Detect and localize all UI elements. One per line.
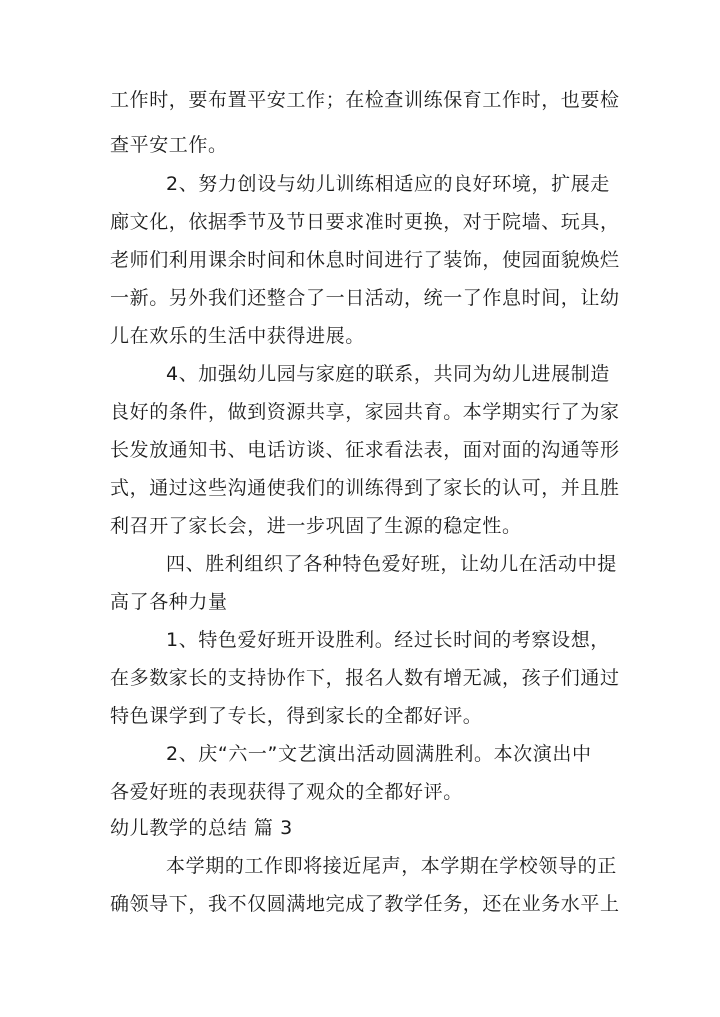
paragraph-line: 一新。另外我们还整合了一日活动，统一了作息时间，让幼 — [110, 287, 620, 309]
section-heading-line: 四、胜利组织了各种特色爱好班，让幼儿在活动中提 — [166, 553, 617, 575]
paragraph-line: 1、特色爱好班开设胜利。经过长时间的考察设想， — [166, 629, 610, 651]
paragraph-line: 查平安工作。 — [110, 134, 228, 156]
section-heading-line: 高了各种力量 — [110, 591, 228, 613]
paragraph-line: 4、加强幼儿园与家庭的联系，共同为幼儿进展制造 — [166, 363, 610, 385]
paragraph-line: 长发放通知书、电话访谈、征求看法表，面对面的沟通等形 — [110, 439, 620, 461]
paragraph-line: 老师们利用课余时间和休息时间进行了装饰，使园面貌焕烂 — [110, 249, 620, 271]
paragraph-line: 儿在欢乐的生活中获得进展。 — [110, 325, 365, 347]
article-title: 幼儿教学的总结 篇 3 — [110, 817, 293, 839]
paragraph-line: 廊文化，依据季节及节日要求准时更换，对于院墙、玩具， — [110, 211, 620, 233]
paragraph-line: 良好的条件，做到资源共享，家园共育。本学期实行了为家 — [110, 401, 620, 423]
paragraph-line: 确领导下，我不仅圆满地完成了教学任务，还在业务水平上 — [110, 893, 620, 915]
paragraph-line: 特色课学到了专长，得到家长的全都好评。 — [110, 705, 483, 727]
paragraph-line: 2、努力创设与幼儿训练相适应的良好环境，扩展走 — [166, 173, 610, 195]
paragraph-line: 利召开了家长会，进一步巩固了生源的稳定性。 — [110, 515, 522, 537]
paragraph-line: 式，通过这些沟通使我们的训练得到了家长的认可，并且胜 — [110, 477, 620, 499]
paragraph-line: 工作时，要布置平安工作；在检查训练保育工作时，也要检 — [110, 89, 620, 111]
paragraph-line: 在多数家长的支持协作下，报名人数有增无减，孩子们通过 — [110, 667, 620, 689]
paragraph-line: 2、庆“六一”文艺演出活动圆满胜利。本次演出中 — [166, 743, 592, 765]
paragraph-line: 本学期的工作即将接近尾声，本学期在学校领导的正 — [166, 855, 617, 877]
paragraph-line: 各爱好班的表现获得了观众的全都好评。 — [110, 781, 463, 803]
